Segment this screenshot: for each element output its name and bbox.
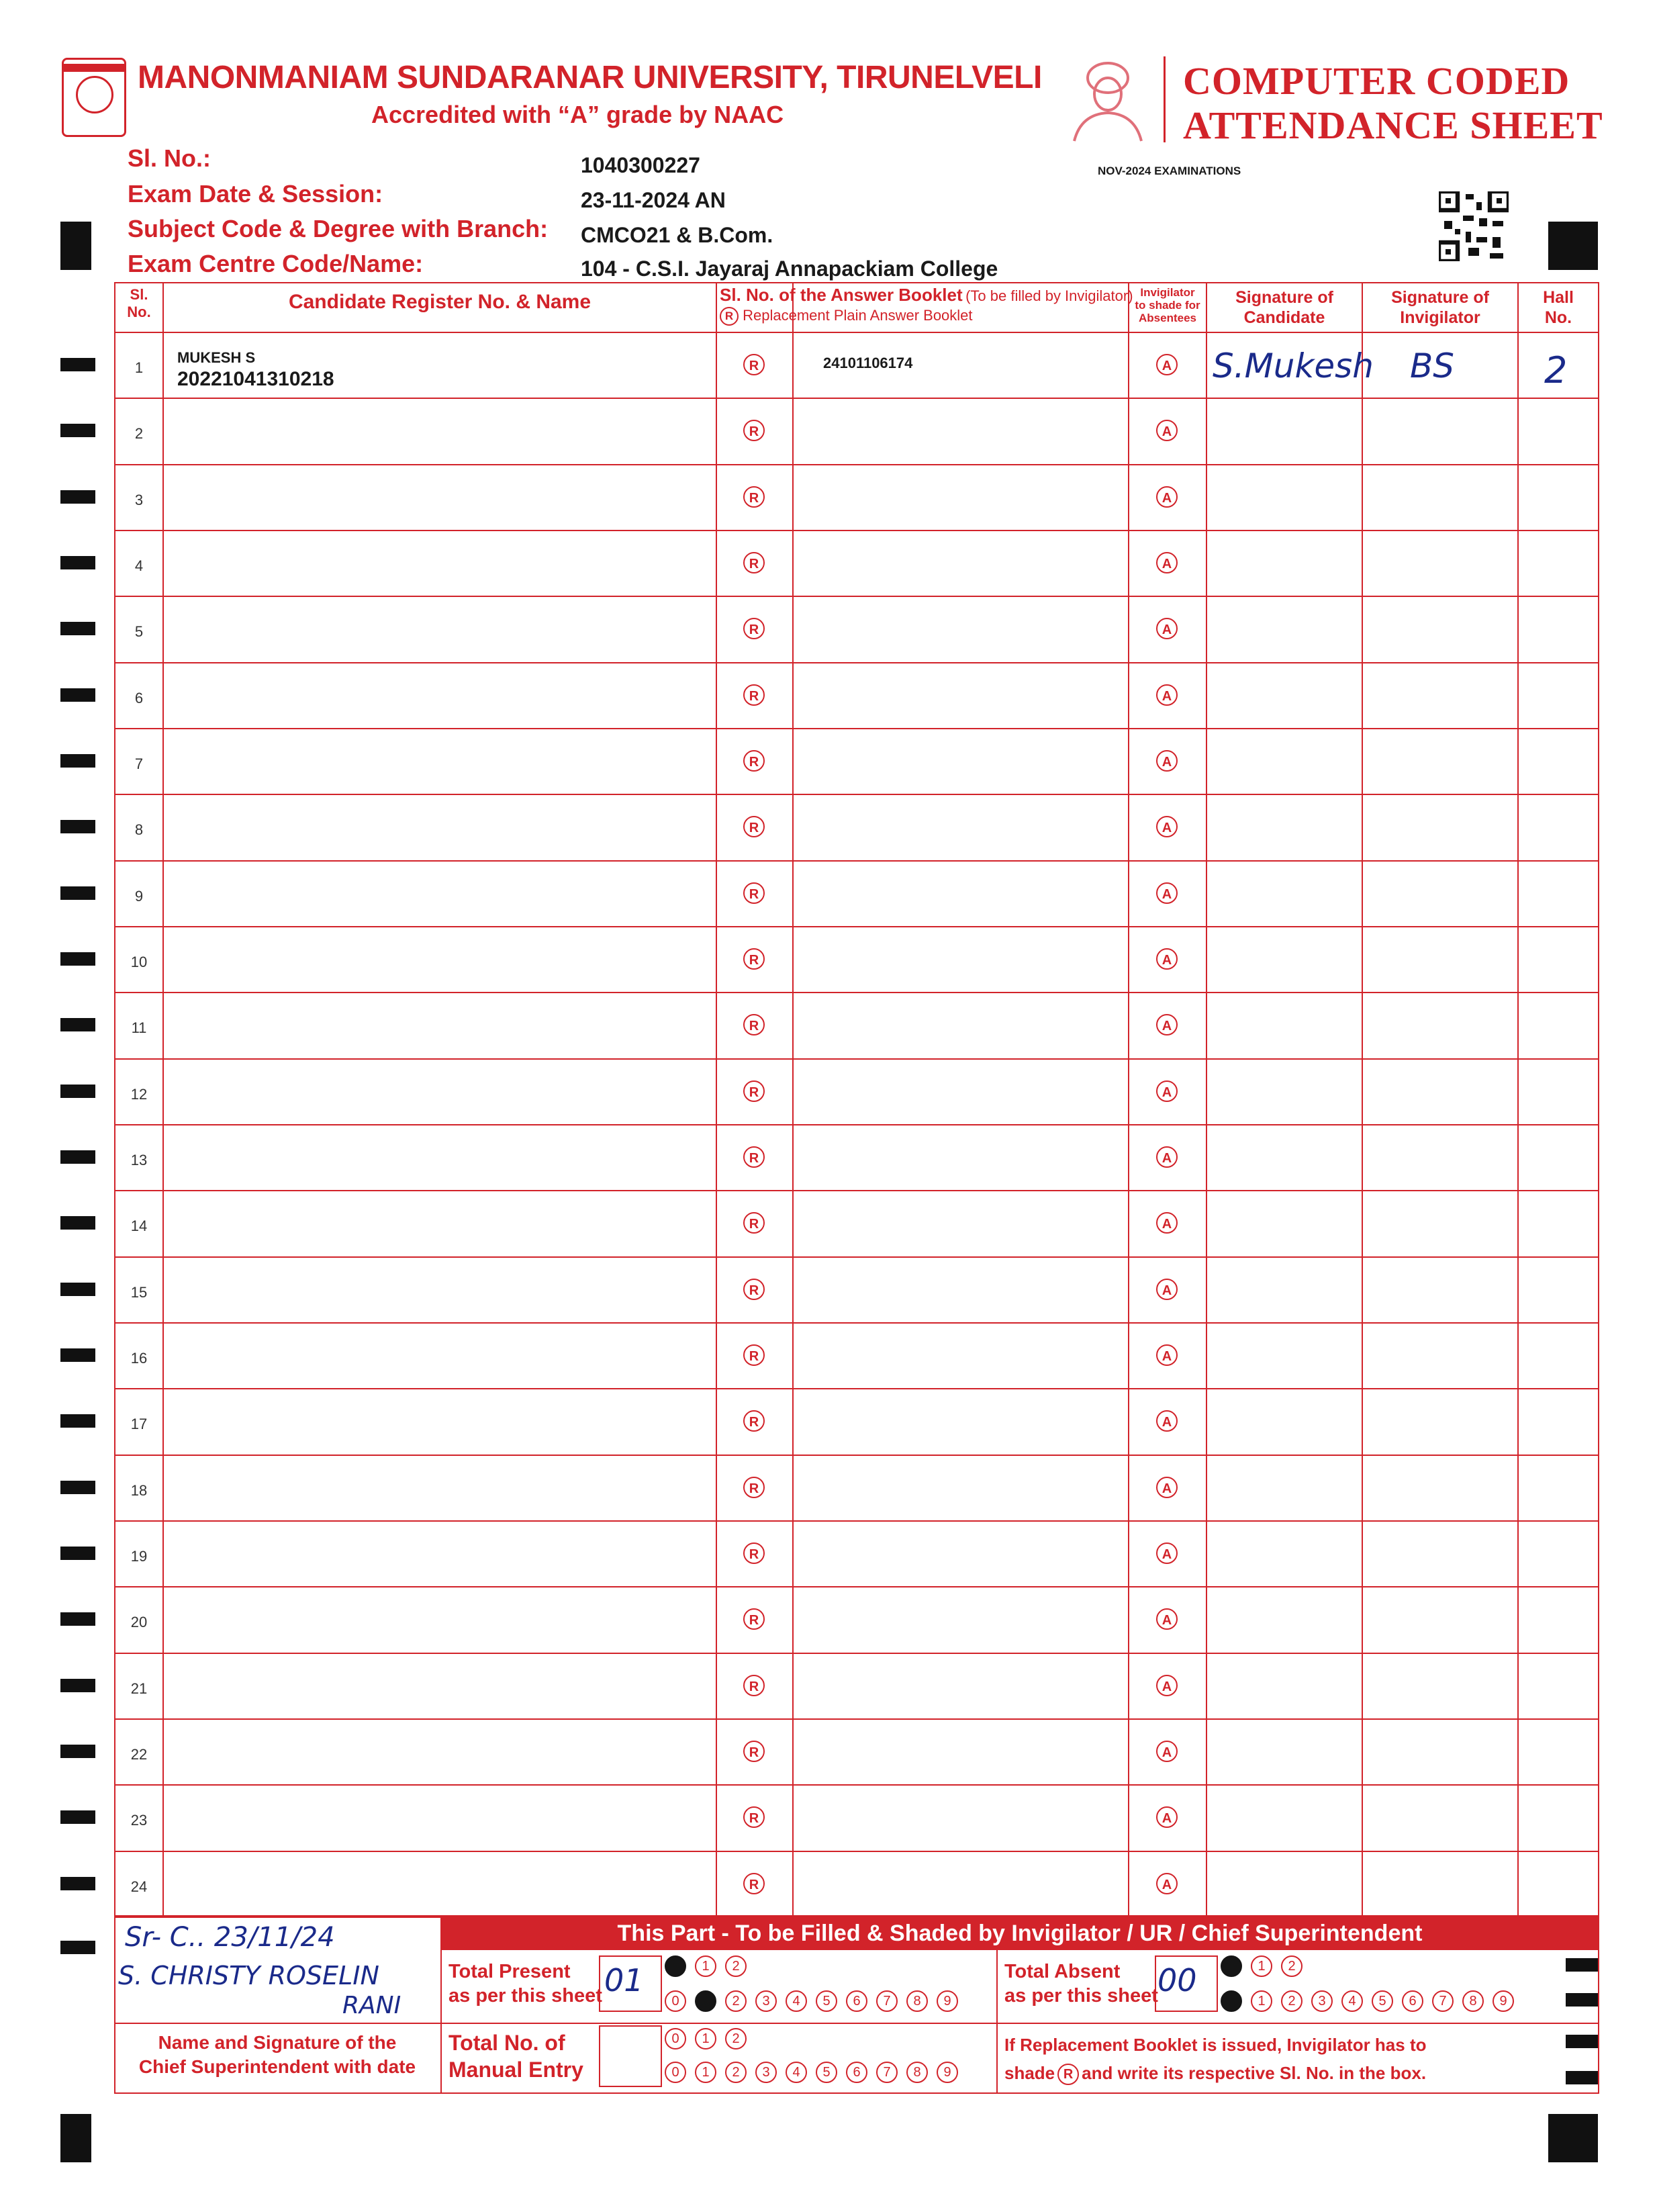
absent-units-bubble[interactable]: 2 [1281,1990,1303,2012]
replacement-bubble[interactable]: R [743,948,765,970]
row-number: 21 [130,1680,148,1697]
row-number: 10 [130,954,148,970]
absent-units-bubble[interactable]: 4 [1341,1990,1363,2012]
timing-mark [60,1018,95,1031]
accreditation: Accredited with “A” grade by NAAC [371,101,784,128]
sl-no-label: Sl. No.: [128,144,211,172]
row-number: 4 [134,557,144,574]
replacement-bubble[interactable]: R [743,1212,765,1234]
answer-booklet-no: 24101106174 [823,355,913,371]
hall-no: 2 [1544,349,1568,391]
present-tens-bubble[interactable] [665,1955,686,1977]
row-number: 19 [130,1548,148,1565]
manual-tens-bubble[interactable]: 0 [665,2028,686,2049]
present-tens-bubble[interactable]: 2 [725,1955,747,1977]
replacement-bubble[interactable]: R [743,1806,765,1828]
col-booklet-header: Sl. No. of the Answer Booklet (To be filled by Invigilator) R Replacement Plain Answer Booklet [717,285,1131,326]
table-column-divider [1128,282,1129,1917]
row-number: 6 [134,690,144,706]
replacement-bubble[interactable]: R [743,1873,765,1894]
table-row-divider [114,662,1599,663]
attendance-table [114,282,1599,1917]
replacement-bubble[interactable]: R [743,1014,765,1035]
timing-mark [60,1679,95,1692]
table-row-divider [114,530,1599,531]
absent-tens-bubble[interactable]: 1 [1251,1955,1272,1977]
table-row-divider [114,1520,1599,1522]
replacement-bubble[interactable]: R [743,618,765,639]
col-candidate-header: Candidate Register No. & Name [288,291,591,313]
absent-units-bubble[interactable] [1221,1990,1242,2012]
absent-bubble[interactable]: A [1156,1873,1178,1894]
total-present-label: Total Present as per this sheet [448,1961,602,2007]
present-units-bubble[interactable] [695,1990,716,2012]
row-number: 7 [134,755,144,772]
replacement-bubble[interactable]: R [743,1080,765,1102]
absent-bubble[interactable]: A [1156,1410,1178,1432]
row-number: 9 [134,888,144,905]
absent-units-bubble[interactable]: 9 [1493,1990,1514,2012]
replacement-legend-icon: R [720,307,739,326]
manual-units-bubble[interactable]: 9 [937,2062,958,2083]
row-number: 3 [134,492,144,508]
university-logo [62,58,126,137]
col-absent-header: Invigilator to shade for Absentees [1135,286,1200,324]
table-row-divider [114,1124,1599,1125]
chief-signature-date: Sr- C.. 23/11/24 [125,1922,335,1953]
absent-bubble[interactable]: A [1156,1146,1178,1168]
manual-units-bubble[interactable]: 2 [725,2062,747,2083]
timing-mark [60,820,95,833]
manual-entry-label: Total No. of Manual Entry [448,2031,583,2082]
present-units-bubble[interactable]: 3 [755,1990,777,2012]
row-number: 20 [130,1614,148,1630]
registration-mark [1548,2114,1598,2162]
chief-superintendent-label: Name and Signature of the Chief Superintendent with date [138,2032,416,2077]
row-number: 15 [130,1284,148,1301]
total-absent-value: 00 [1157,1962,1197,1998]
table-row-divider [114,860,1599,862]
present-units-bubble[interactable]: 5 [816,1990,837,2012]
header-divider [1164,56,1166,142]
timing-mark [60,556,95,569]
absent-tens-bubble[interactable] [1221,1955,1242,1977]
sheet-title-line1: COMPUTER CODED [1183,59,1570,103]
row-number: 16 [130,1350,148,1367]
row-number: 2 [134,425,144,442]
timing-mark [60,1810,95,1824]
absent-units-bubble[interactable]: 3 [1311,1990,1333,2012]
replacement-bubble[interactable]: R [743,1410,765,1432]
chief-name-line1: S. CHRISTY ROSELIN [118,1961,379,1990]
table-row-divider [114,1058,1599,1060]
row-number: 24 [130,1878,148,1895]
absent-units-bubble[interactable]: 8 [1462,1990,1484,2012]
row-number: 22 [130,1746,148,1763]
subject-value: CMCO21 & B.Com. [581,223,773,247]
absent-bubble[interactable]: A [1156,1014,1178,1035]
timing-mark [60,424,95,437]
present-units-bubble[interactable]: 8 [906,1990,928,2012]
table-row-divider [114,794,1599,795]
col-sig-candidate-header: Signature of Candidate [1235,288,1333,327]
table-row-divider [114,1455,1599,1456]
present-units-bubble[interactable]: 9 [937,1990,958,2012]
total-present-value: 01 [604,1962,644,1998]
timing-mark [60,952,95,966]
replacement-note-icon: R [1057,2064,1079,2085]
absent-bubble[interactable]: A [1156,1806,1178,1828]
timing-mark [60,754,95,768]
absent-bubble[interactable]: A [1156,1542,1178,1564]
row-number: 14 [130,1217,148,1234]
present-units-bubble[interactable]: 4 [786,1990,807,2012]
examination-label: NOV-2024 EXAMINATIONS [1098,165,1241,177]
row-number: 23 [130,1812,148,1829]
absent-units-bubble[interactable]: 6 [1402,1990,1423,2012]
replacement-bubble[interactable]: R [743,684,765,706]
centre-label: Exam Centre Code/Name: [128,250,424,277]
summary-banner: This Part - To be Filled & Shaded by Invigilator / UR / Chief Superintendent [440,1917,1599,1950]
table-column-divider [1206,282,1207,1917]
absent-units-bubble[interactable]: 5 [1372,1990,1393,2012]
row-number: 5 [134,623,144,640]
replacement-bubble[interactable]: R [743,1146,765,1168]
col-hall-header: Hall No. [1543,288,1574,327]
manual-tens-bubble[interactable]: 2 [725,2028,747,2049]
manual-units-bubble[interactable]: 5 [816,2062,837,2083]
sheet-title [1183,59,1603,148]
replacement-bubble[interactable]: R [743,552,765,573]
replacement-note: If Replacement Booklet is issued, Invigilator has to shade R and write its respective Sl. No. in the box. [1004,2031,1426,2087]
table-row-divider [114,1256,1599,1258]
timing-mark [60,622,95,635]
absent-tens-bubble[interactable]: 2 [1281,1955,1303,1977]
manual-entry-box[interactable] [599,2025,662,2087]
replacement-bubble[interactable]: R [743,750,765,772]
absent-bubble[interactable]: A [1156,1344,1178,1366]
row-number: 12 [130,1086,148,1103]
table-row-divider [114,1388,1599,1389]
candidate-name: MUKESH S [177,349,256,366]
present-units-bubble[interactable]: 7 [876,1990,898,2012]
absent-bubble[interactable]: A [1156,354,1178,375]
exam-date-label: Exam Date & Session: [128,180,383,208]
absent-bubble[interactable]: A [1156,1279,1178,1300]
row-number: 1 [134,359,144,376]
table-row-divider [114,992,1599,993]
absent-units-bubble[interactable]: 7 [1432,1990,1454,2012]
table-column-divider [1362,282,1363,1917]
present-units-bubble[interactable]: 2 [725,1990,747,2012]
registration-mark [1548,222,1598,270]
absent-bubble[interactable]: A [1156,948,1178,970]
timing-mark [60,1612,95,1626]
present-tens-bubble[interactable]: 1 [695,1955,716,1977]
absent-bubble[interactable]: A [1156,1675,1178,1696]
university-name: MANONMANIAM SUNDARANAR UNIVERSITY, TIRUNELVELI [138,60,1042,95]
manual-units-bubble[interactable]: 0 [665,2062,686,2083]
timing-mark [60,1481,95,1494]
timing-mark [60,1547,95,1560]
absent-bubble[interactable]: A [1156,1608,1178,1630]
table-column-divider [716,282,717,1917]
absent-bubble[interactable]: A [1156,486,1178,508]
registration-mark [60,222,91,270]
founder-portrait-icon [1068,56,1148,142]
table-row-divider [114,1784,1599,1786]
row-number: 13 [130,1152,148,1168]
absent-bubble[interactable]: A [1156,420,1178,441]
timing-mark [60,358,95,371]
absent-bubble[interactable]: A [1156,1741,1178,1762]
qr-code-icon [1439,191,1509,261]
replacement-bubble[interactable]: R [743,1344,765,1366]
table-header-divider [114,332,1599,333]
candidate-register-no: 20221041310218 [177,368,334,390]
absent-bubble[interactable]: A [1156,618,1178,639]
absent-bubble[interactable]: A [1156,1477,1178,1498]
row-number: 8 [134,821,144,838]
candidate-signature: S.Mukesh [1213,347,1374,385]
absent-bubble[interactable]: A [1156,552,1178,573]
registration-mark [60,2114,91,2162]
replacement-bubble[interactable]: R [743,1477,765,1498]
timing-mark [60,1085,95,1098]
sheet-title-line2: ATTENDANCE SHEET [1183,103,1603,147]
timing-mark [60,1283,95,1296]
row-number: 17 [130,1416,148,1432]
manual-units-bubble[interactable]: 1 [695,2062,716,2083]
manual-tens-bubble[interactable]: 1 [695,2028,716,2049]
timing-mark [60,1414,95,1428]
row-number: 18 [130,1482,148,1499]
timing-mark [60,886,95,900]
replacement-bubble[interactable]: R [743,1675,765,1696]
table-column-divider [792,282,794,1917]
absent-units-bubble[interactable]: 1 [1251,1990,1272,2012]
table-row-divider [114,398,1599,399]
table-column-divider [162,282,164,1917]
replacement-bubble[interactable]: R [743,816,765,837]
table-row-divider [114,1653,1599,1654]
invigilator-signature: BS [1410,347,1455,385]
col-sig-invigilator-header: Signature of Invigilator [1391,288,1489,327]
manual-units-bubble[interactable]: 8 [906,2062,928,2083]
registration-mark [60,1941,95,1954]
sl-no-value: 1040300227 [581,153,700,177]
manual-units-bubble[interactable]: 3 [755,2062,777,2083]
row-number: 11 [131,1019,147,1036]
table-row-divider [114,728,1599,729]
table-row-divider [114,1851,1599,1852]
table-row-divider [114,1190,1599,1191]
replacement-bubble[interactable]: R [743,1542,765,1564]
present-units-bubble[interactable]: 6 [846,1990,867,2012]
absent-bubble[interactable]: A [1156,1080,1178,1102]
subject-label: Subject Code & Degree with Branch: [128,215,549,242]
table-row-divider [114,464,1599,465]
absent-bubble[interactable]: A [1156,816,1178,837]
replacement-bubble[interactable]: R [743,486,765,508]
table-row-divider [114,1322,1599,1324]
total-absent-label: Total Absent as per this sheet [1004,1961,1158,2007]
table-row-divider [114,1586,1599,1587]
replacement-bubble[interactable]: R [743,1741,765,1762]
replacement-bubble[interactable]: R [743,420,765,441]
replacement-bubble[interactable]: R [743,354,765,375]
present-units-bubble[interactable]: 0 [665,1990,686,2012]
table-row-divider [114,926,1599,927]
absent-bubble[interactable]: A [1156,882,1178,904]
timing-mark [60,490,95,504]
absent-bubble[interactable]: A [1156,1212,1178,1234]
table-column-divider [1517,282,1519,1917]
col-slno-header: Sl. No. [127,286,151,320]
timing-mark [60,1877,95,1890]
chief-name-line2: RANI [342,1992,401,2019]
timing-mark [60,688,95,702]
timing-mark [60,1150,95,1164]
timing-mark [60,1745,95,1758]
centre-value: 104 - C.S.I. Jayaraj Annapackiam College [581,257,998,281]
table-row-divider [114,1718,1599,1720]
replacement-bubble[interactable]: R [743,1279,765,1300]
manual-units-bubble[interactable]: 4 [786,2062,807,2083]
table-row-divider [114,596,1599,597]
replacement-bubble[interactable]: R [743,882,765,904]
timing-mark [60,1348,95,1362]
manual-units-bubble[interactable]: 6 [846,2062,867,2083]
exam-date-value: 23-11-2024 AN [581,188,726,212]
manual-units-bubble[interactable]: 7 [876,2062,898,2083]
timing-mark [60,1216,95,1230]
absent-bubble[interactable]: A [1156,684,1178,706]
replacement-bubble[interactable]: R [743,1608,765,1630]
absent-bubble[interactable]: A [1156,750,1178,772]
